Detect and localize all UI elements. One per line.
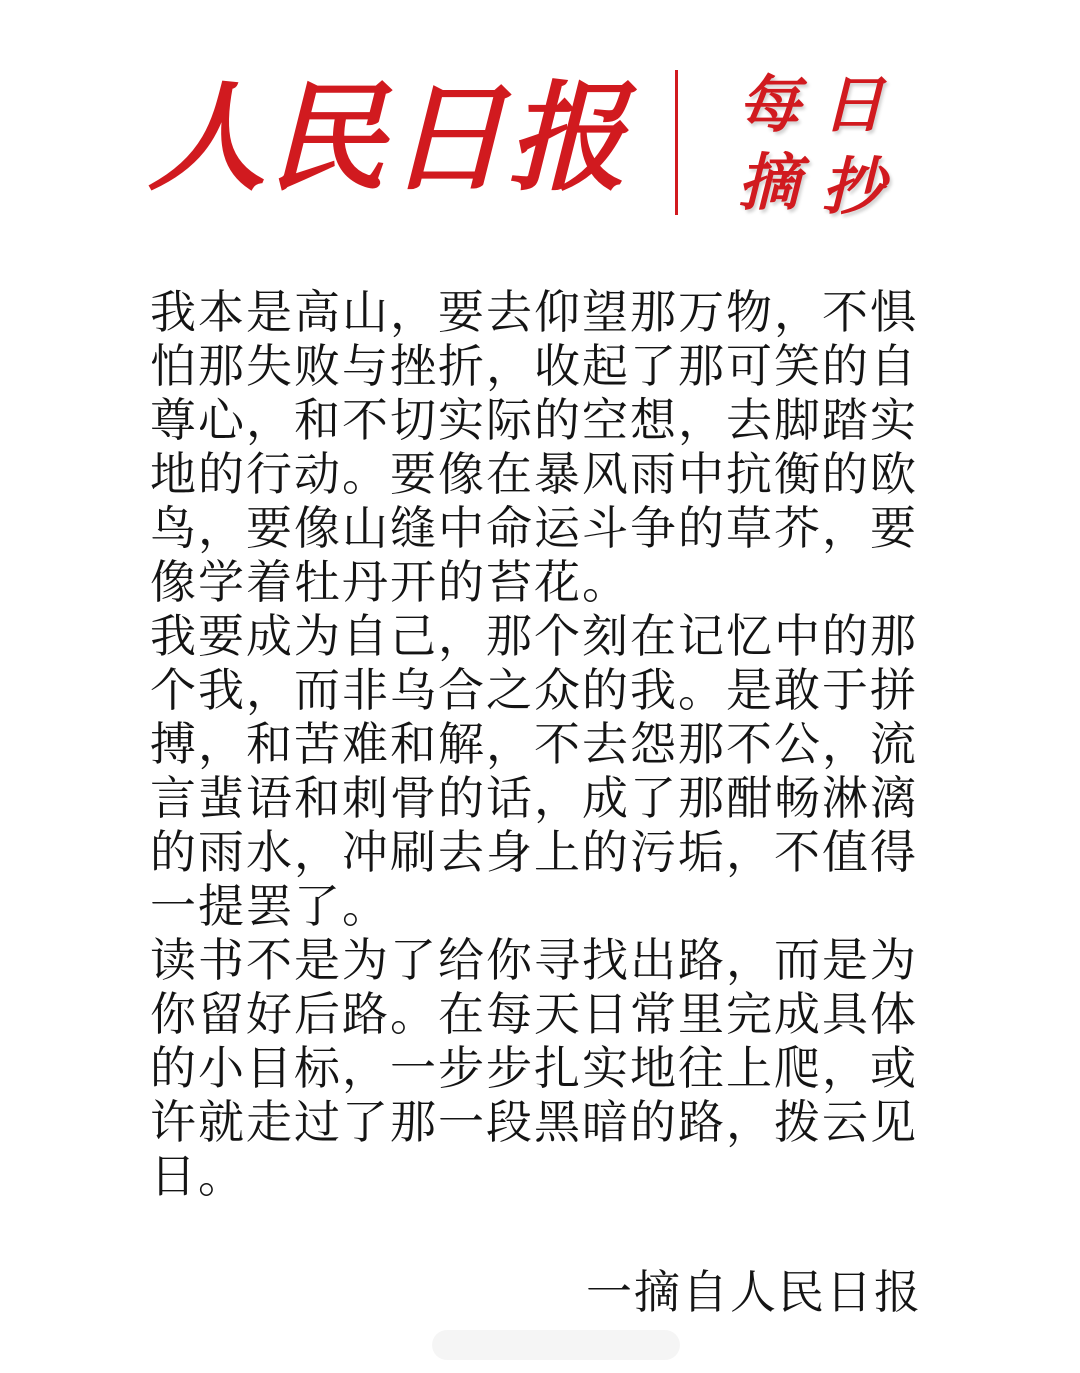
tagline-char-3: 摘	[738, 146, 801, 219]
source-attribution: 一摘自人民日报	[586, 1265, 922, 1319]
header-divider	[675, 70, 678, 215]
body-line: 怕那失败与挫折，收起了那可笑的自	[150, 339, 918, 393]
body-line: 尊心，和不切实际的空想，去脚踏实	[150, 393, 918, 447]
body-line: 读书不是为了给你寻找出路，而是为	[150, 933, 918, 987]
masthead-title: 人民日报	[148, 69, 629, 207]
watermark	[432, 1330, 680, 1360]
article-body	[150, 285, 930, 1203]
body-line: 搏，和苦难和解，不去怨那不公，流	[150, 717, 918, 771]
body-line: 言蜚语和刺骨的话，成了那酣畅淋漓	[150, 771, 918, 825]
body-line: 许就走过了那一段黑暗的路，拨云见	[150, 1095, 918, 1149]
body-line: 一提罢了。	[150, 879, 390, 933]
body-line: 你留好后路。在每天日常里完成具体	[150, 987, 918, 1041]
header	[0, 0, 1080, 240]
body-line: 的小目标，一步步扎实地往上爬，或	[150, 1041, 918, 1095]
body-line: 我要成为自己，那个刻在记忆中的那	[150, 609, 918, 663]
body-line: 日。	[150, 1149, 246, 1203]
body-line: 地的行动。要像在暴风雨中抗衡的欧	[150, 447, 918, 501]
body-line: 像学着牡丹开的苔花。	[150, 555, 630, 609]
body-line: 个我，而非乌合之众的我。是敢于拼	[150, 663, 918, 717]
tagline-char-2: 日	[822, 68, 885, 141]
body-line: 的雨水，冲刷去身上的污垢，不值得	[150, 825, 918, 879]
body-line: 鸟，要像山缝中命运斗争的草芥，要	[150, 501, 918, 555]
tagline-char-4: 抄	[822, 150, 885, 223]
body-line: 我本是高山，要去仰望那万物，不惧	[150, 285, 918, 339]
tagline-char-1: 每	[738, 68, 801, 141]
